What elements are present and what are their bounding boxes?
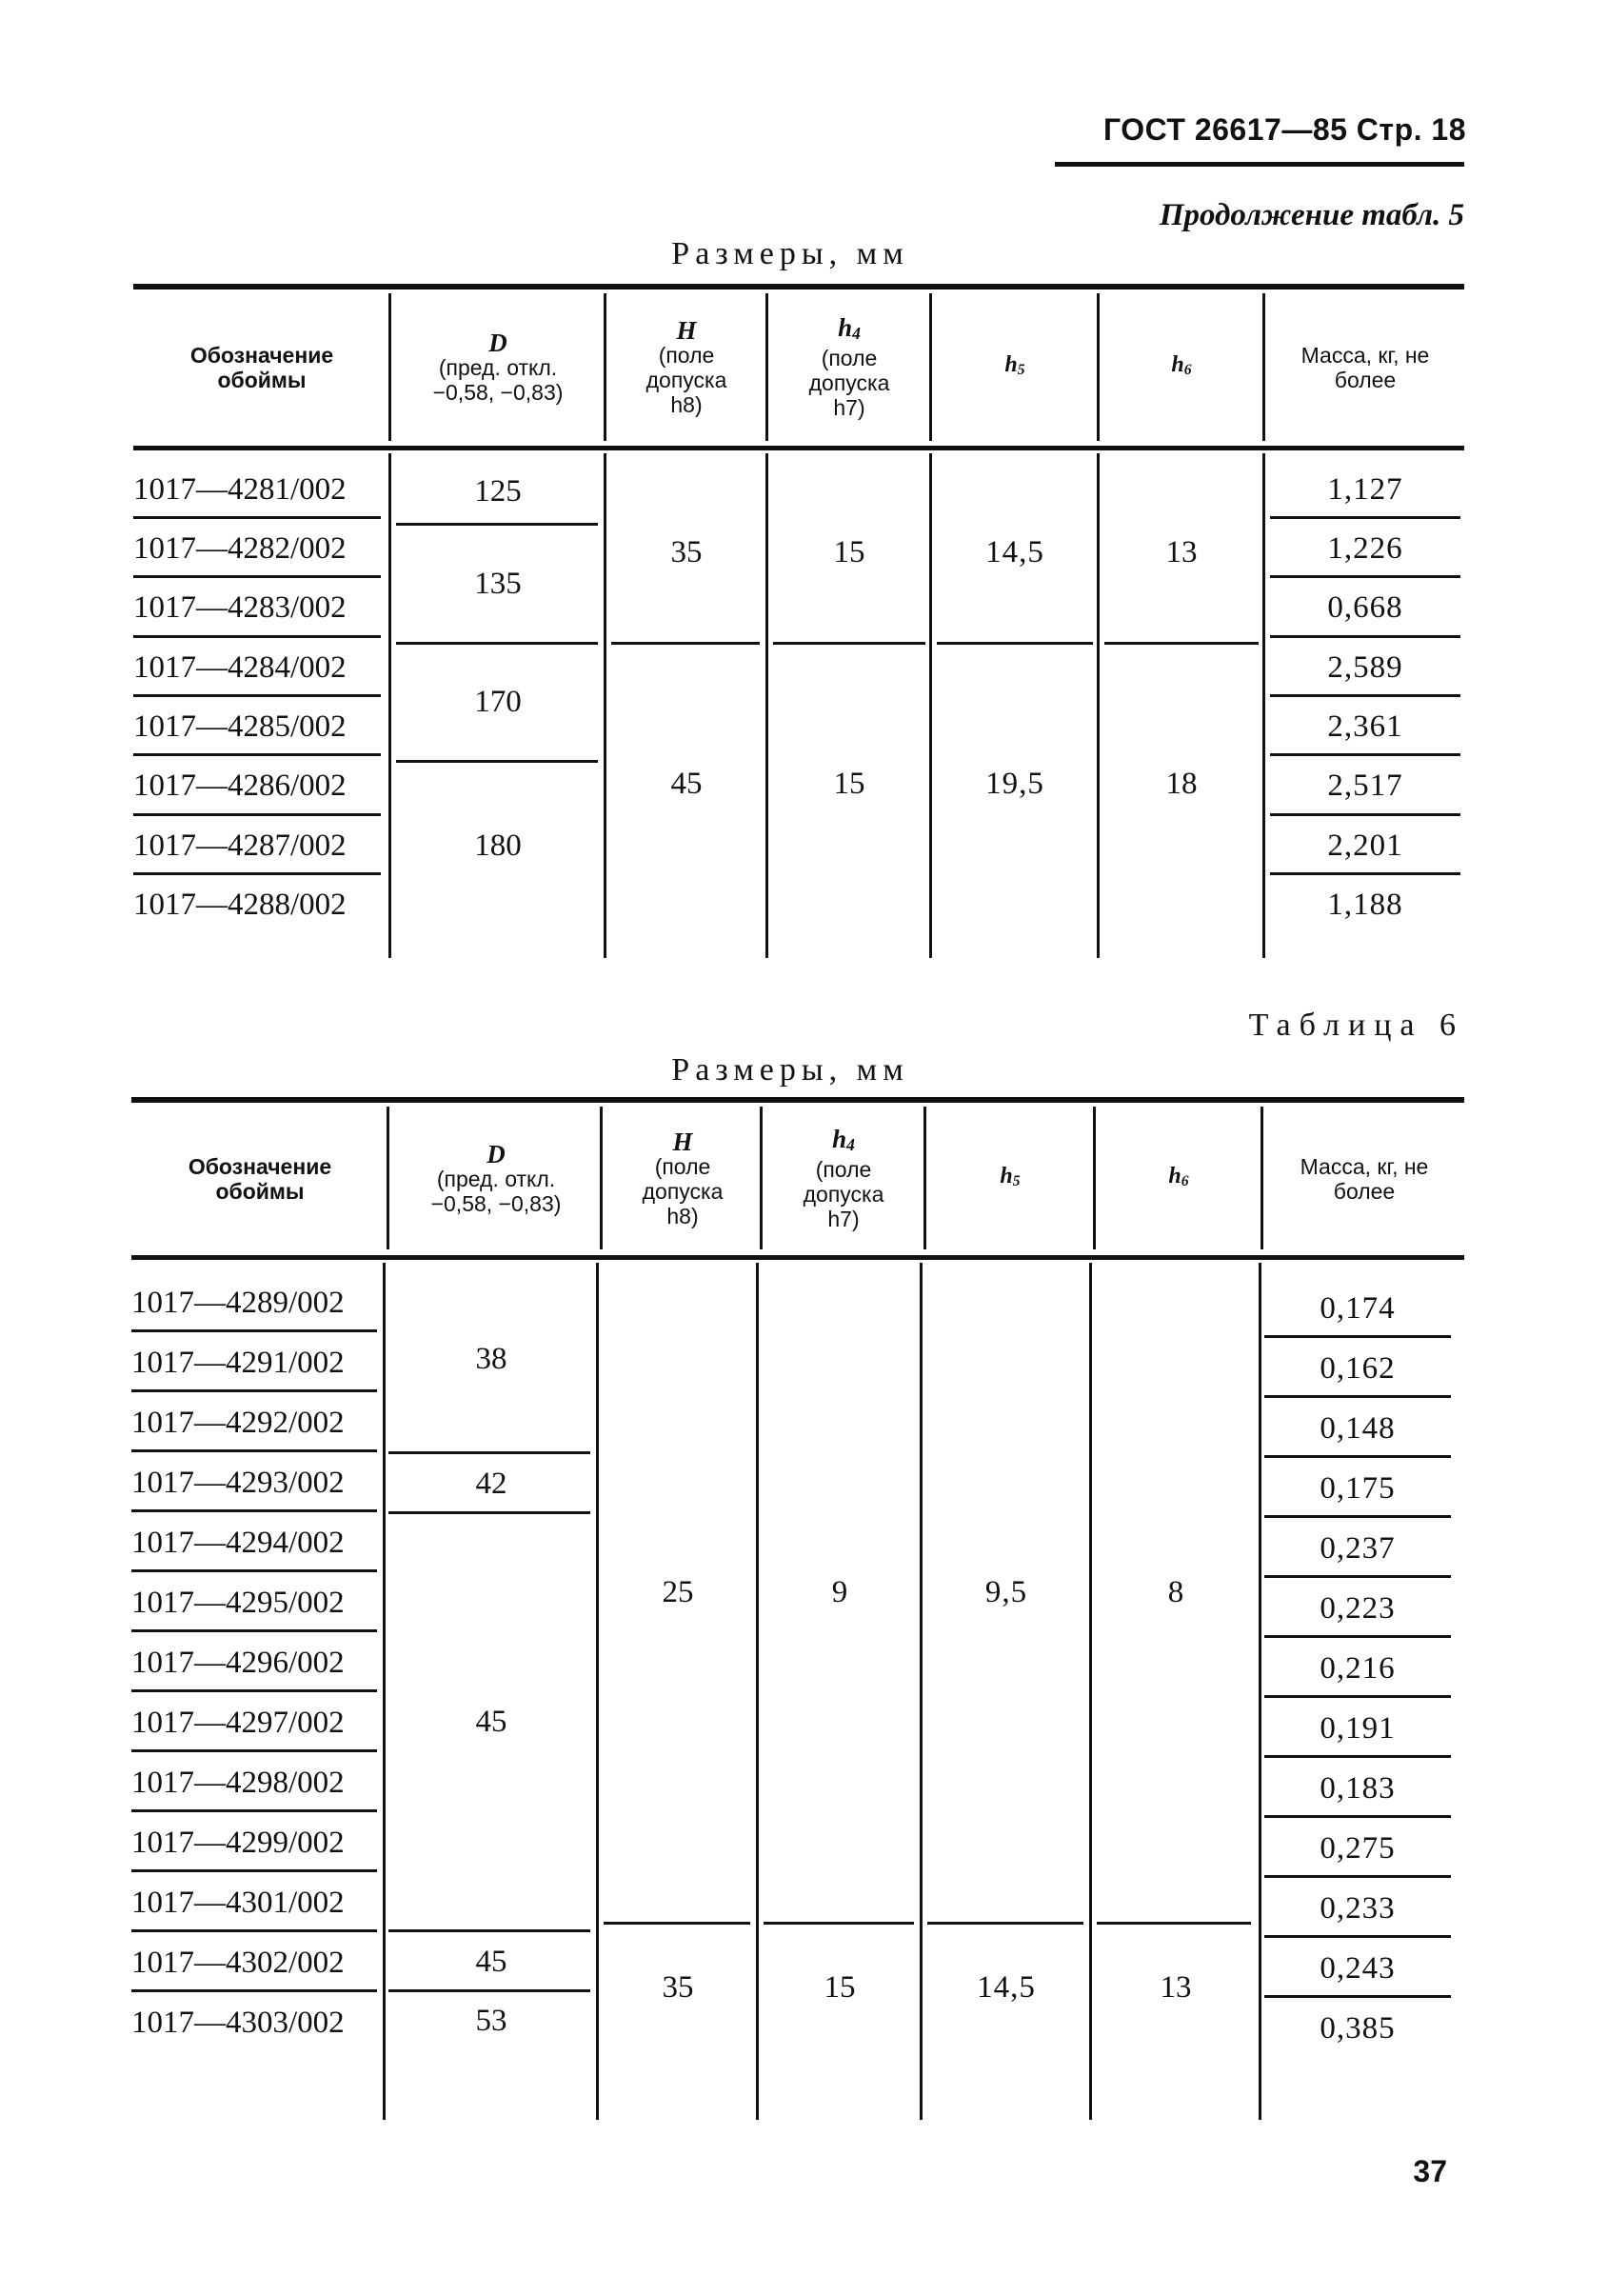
designation-cell: 1017—4302/002	[131, 1945, 345, 1980]
header-h5-symbol: h	[1000, 1164, 1013, 1188]
group-rule	[388, 1989, 590, 1992]
designation-cell: 1017—4284/002	[133, 649, 347, 685]
column-rule	[600, 1107, 603, 1249]
mass-cell: 2,361	[1327, 709, 1403, 744]
h6-cell: 8	[1167, 1574, 1184, 1609]
h4-cell: 9	[831, 1574, 848, 1609]
mass-cell: 0,668	[1327, 589, 1403, 625]
designation-cell: 1017—4287/002	[133, 828, 347, 863]
column-rule	[387, 1107, 389, 1249]
row-rule	[131, 1989, 377, 1992]
column-rule	[388, 293, 391, 441]
h4-cell: 15	[824, 1969, 856, 2005]
row-rule	[133, 516, 381, 519]
column-rule	[1093, 1107, 1096, 1249]
mass-cell: 1,226	[1327, 530, 1403, 566]
mass-cell: 0,275	[1320, 1830, 1396, 1866]
row-rule	[131, 1389, 377, 1392]
designation-cell: 1017—4289/002	[131, 1285, 345, 1320]
column-rule	[923, 1107, 926, 1249]
header-designation	[131, 1105, 388, 1253]
designation-cell: 1017—4301/002	[131, 1885, 345, 1920]
column-rule	[920, 1263, 923, 2120]
d-cell: 45	[475, 1704, 507, 1739]
group-rule	[604, 1922, 750, 1925]
mass-cell: 0,243	[1320, 1950, 1396, 1986]
designation-cell: 1017—4282/002	[133, 530, 347, 566]
row-rule	[133, 872, 381, 875]
column-rule	[1261, 1107, 1263, 1249]
row-rule	[133, 813, 381, 816]
designation-cell: 1017—4293/002	[131, 1465, 345, 1500]
row-rule	[1270, 813, 1460, 816]
table-top-rule	[133, 284, 1464, 289]
d-cell: 53	[475, 2003, 507, 2038]
mass-cell: 1,188	[1327, 887, 1403, 922]
column-rule	[1262, 453, 1265, 958]
row-rule	[1270, 516, 1460, 519]
mass-cell: 0,148	[1320, 1410, 1396, 1446]
header-h-symbol: H	[676, 316, 697, 345]
row-rule	[1270, 753, 1460, 756]
table-top-rule	[131, 1097, 1464, 1103]
h-cell: 25	[662, 1574, 694, 1609]
mass-cell: 0,216	[1320, 1650, 1396, 1686]
h5-cell: 14,5	[977, 1969, 1036, 2005]
column-rule	[760, 1107, 763, 1249]
column-rule	[765, 453, 768, 958]
column-rule	[1262, 293, 1265, 441]
h4-cell: 15	[833, 766, 865, 801]
header-d	[390, 1105, 602, 1253]
group-rule	[396, 642, 598, 645]
header-mass-label: Масса, кг, не более	[1300, 343, 1430, 392]
row-rule	[1270, 575, 1460, 578]
d-cell: 180	[474, 828, 522, 863]
table-continuation-caption: Продолжение табл. 5	[1159, 198, 1464, 232]
mass-cell: 0,174	[1320, 1290, 1396, 1326]
row-rule	[133, 575, 381, 578]
mass-cell: 2,517	[1327, 768, 1403, 803]
d-cell: 170	[474, 684, 522, 719]
row-rule	[1264, 1455, 1451, 1458]
d-cell: 125	[474, 473, 522, 509]
header-h5-sub: 5	[1012, 1173, 1021, 1189]
group-rule	[773, 642, 925, 645]
header-d-note: (пред. откл. −0,58, −0,83)	[432, 355, 564, 405]
column-rule	[929, 293, 932, 441]
designation-cell: 1017—4298/002	[131, 1765, 345, 1800]
group-rule	[396, 523, 598, 526]
mass-cell: 0,183	[1320, 1770, 1396, 1806]
h4-cell: 15	[833, 534, 865, 569]
d-cell: 42	[475, 1466, 507, 1501]
header-h4-note: (поле допуска h7)	[808, 346, 890, 420]
row-rule	[133, 694, 381, 697]
mass-cell: 0,162	[1320, 1350, 1396, 1386]
row-rule	[131, 1809, 377, 1812]
h5-cell: 9,5	[984, 1574, 1028, 1609]
row-rule	[1264, 1575, 1451, 1578]
row-rule	[131, 1689, 377, 1692]
column-rule	[604, 293, 606, 441]
header-h5	[933, 291, 1097, 444]
h-cell: 35	[670, 534, 703, 569]
header-d-note: (пред. откл. −0,58, −0,83)	[430, 1167, 562, 1216]
header-h6-symbol: h	[1171, 352, 1184, 377]
column-rule	[388, 453, 391, 958]
row-rule	[133, 635, 381, 638]
row-rule	[1264, 1995, 1451, 1998]
header-h	[604, 1105, 762, 1253]
header-h5-symbol: h	[1004, 352, 1018, 377]
row-rule	[1264, 1695, 1451, 1698]
row-rule	[1264, 1755, 1451, 1758]
mass-cell: 0,233	[1320, 1890, 1396, 1926]
h6-cell: 13	[1165, 534, 1198, 569]
header-designation	[133, 291, 390, 444]
header-h-symbol: H	[672, 1128, 693, 1156]
units-caption: Размеры, мм	[671, 236, 909, 271]
row-rule	[131, 1449, 377, 1452]
mass-cell: 0,237	[1320, 1530, 1396, 1566]
designation-cell: 1017—4281/002	[133, 471, 347, 507]
row-rule	[131, 1509, 377, 1512]
group-rule	[611, 642, 760, 645]
row-rule	[1264, 1515, 1451, 1518]
column-rule	[604, 453, 606, 958]
designation-cell: 1017—4283/002	[133, 589, 347, 625]
header-h6-sub: 6	[1183, 362, 1192, 378]
table-6-title: Таблица 6	[1248, 1008, 1464, 1043]
page-number: 37	[1413, 2154, 1447, 2188]
row-rule	[131, 1929, 377, 1932]
mass-cell: 0,385	[1320, 2010, 1396, 2046]
header-h-note: (поле допуска h8)	[645, 343, 727, 417]
h5-cell: 14,5	[985, 534, 1044, 569]
group-rule	[937, 642, 1093, 645]
designation-cell: 1017—4291/002	[131, 1345, 345, 1380]
column-rule	[756, 1263, 759, 2120]
header-h4-symbol: h	[838, 313, 853, 342]
header-mass-label: Масса, кг, не более	[1300, 1154, 1429, 1204]
row-rule	[131, 1569, 377, 1572]
header-designation-label: Обозначение обоймы	[189, 343, 334, 392]
d-cell: 38	[475, 1341, 507, 1376]
header-h4-sub: 4	[852, 324, 861, 343]
column-rule	[929, 453, 932, 958]
d-cell: 45	[475, 1944, 507, 1979]
header-d-symbol: D	[486, 1140, 506, 1168]
column-rule	[1097, 293, 1100, 441]
row-rule	[1264, 1395, 1451, 1398]
d-cell: 135	[474, 566, 522, 601]
header-h6-symbol: h	[1168, 1164, 1181, 1188]
row-rule	[1264, 1635, 1451, 1638]
units-caption: Размеры, мм	[671, 1052, 909, 1088]
column-rule	[1259, 1263, 1261, 2120]
group-rule	[927, 1922, 1083, 1925]
mass-cell: 0,191	[1320, 1710, 1396, 1746]
column-rule	[1089, 1263, 1092, 2120]
header-h6	[1101, 291, 1262, 444]
row-rule	[1264, 1935, 1451, 1938]
group-rule	[388, 1451, 590, 1454]
row-rule	[1264, 1875, 1451, 1878]
column-rule	[1097, 453, 1100, 958]
header-h4	[764, 1105, 923, 1253]
group-rule	[388, 1929, 590, 1932]
group-rule	[388, 1511, 590, 1514]
header-h5	[927, 1105, 1093, 1253]
h6-cell: 13	[1160, 1969, 1192, 2005]
group-rule	[396, 760, 598, 763]
running-head: ГОСТ 26617—85 Стр. 18	[1102, 112, 1466, 147]
header-h	[607, 291, 765, 444]
header-h6	[1097, 1105, 1261, 1253]
table-5-continuation	[133, 284, 1464, 962]
header-h4-symbol: h	[832, 1125, 847, 1153]
header-h4-sub: 4	[846, 1135, 855, 1154]
header-d-symbol: D	[488, 329, 507, 357]
designation-cell: 1017—4303/002	[131, 2005, 345, 2040]
designation-cell: 1017—4285/002	[133, 709, 347, 744]
header-designation-label: Обозначение обоймы	[188, 1154, 332, 1204]
designation-cell: 1017—4294/002	[131, 1525, 345, 1560]
header-bottom-rule	[133, 446, 1464, 450]
row-rule	[1264, 1815, 1451, 1818]
designation-cell: 1017—4288/002	[133, 887, 347, 922]
header-bottom-rule	[131, 1255, 1464, 1260]
row-rule	[1270, 872, 1460, 875]
designation-cell: 1017—4286/002	[133, 768, 347, 803]
designation-cell: 1017—4292/002	[131, 1405, 345, 1440]
table-6	[131, 1097, 1464, 2124]
row-rule	[1270, 694, 1460, 697]
h5-cell: 19,5	[985, 766, 1044, 801]
mass-cell: 1,127	[1327, 471, 1403, 507]
designation-cell: 1017—4295/002	[131, 1585, 345, 1620]
row-rule	[131, 1749, 377, 1752]
group-rule	[1104, 642, 1259, 645]
header-mass	[1264, 1105, 1464, 1253]
mass-cell: 0,175	[1320, 1470, 1396, 1506]
row-rule	[131, 1329, 377, 1332]
row-rule	[133, 753, 381, 756]
column-rule	[765, 293, 768, 441]
h6-cell: 18	[1165, 766, 1198, 801]
designation-cell: 1017—4297/002	[131, 1705, 345, 1740]
mass-cell: 0,223	[1320, 1590, 1396, 1626]
header-h5-sub: 5	[1017, 362, 1025, 378]
header-h6-sub: 6	[1181, 1173, 1189, 1189]
header-d	[392, 291, 604, 444]
group-rule	[764, 1922, 914, 1925]
designation-cell: 1017—4299/002	[131, 1825, 345, 1860]
header-h4	[769, 291, 929, 444]
mass-cell: 2,589	[1327, 649, 1403, 685]
row-rule	[131, 1629, 377, 1632]
h-cell: 45	[670, 766, 703, 801]
row-rule	[1270, 635, 1460, 638]
header-h-note: (поле допуска h8)	[642, 1154, 724, 1228]
mass-cell: 2,201	[1327, 828, 1403, 863]
designation-cell: 1017—4296/002	[131, 1645, 345, 1680]
header-h4-note: (поле допуска h7)	[803, 1157, 884, 1231]
column-rule	[596, 1263, 599, 2120]
running-head-rule	[1055, 162, 1464, 167]
header-mass	[1266, 291, 1464, 444]
row-rule	[1264, 1335, 1451, 1338]
h-cell: 35	[662, 1969, 694, 2005]
column-rule	[383, 1263, 386, 2120]
group-rule	[1097, 1922, 1251, 1925]
row-rule	[131, 1869, 377, 1872]
